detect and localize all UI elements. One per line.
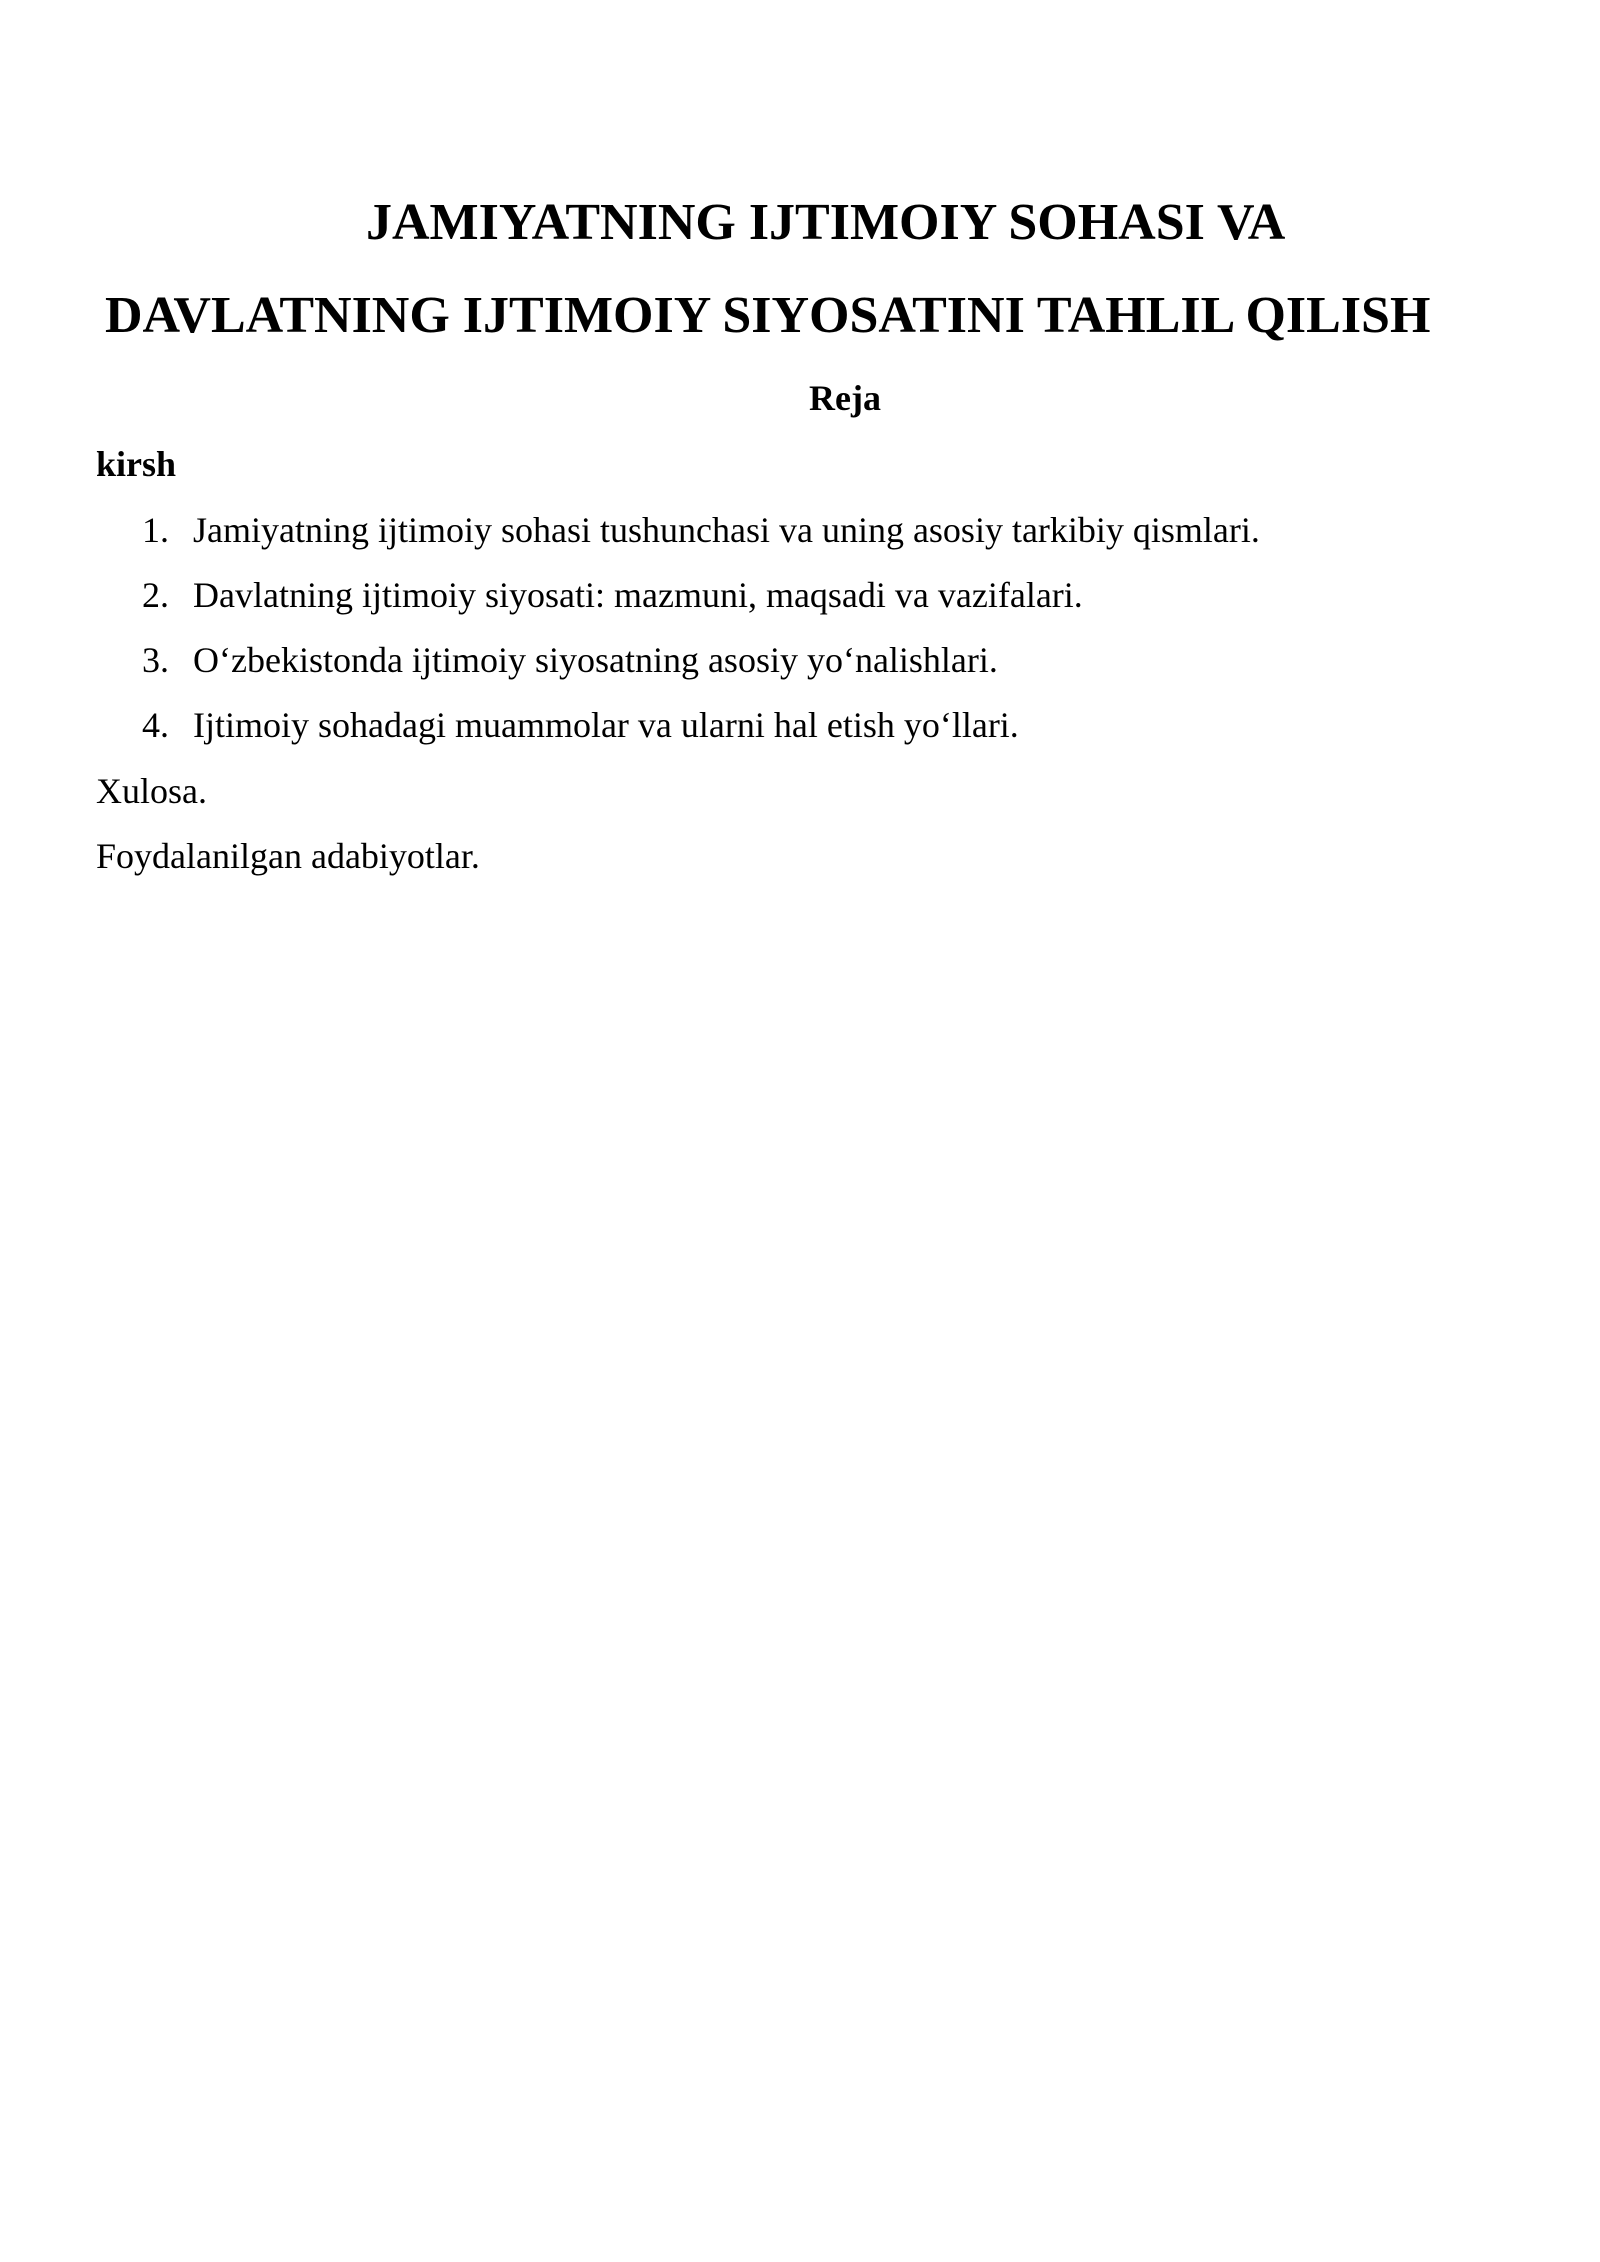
plan-item-number: 4.: [142, 705, 169, 745]
plan-item-text: Jamiyatning ijtimoiy sohasi tushunchasi va uning asosiy tarkibiy qismlari.: [193, 510, 1260, 550]
document-title-line-1: JAMIYATNING IJTIMOIY SOHASI VA: [366, 194, 1286, 251]
plan-item-number: 2.: [142, 575, 169, 615]
references-heading: Foydalanilgan adabiyotlar.: [96, 836, 480, 876]
conclusion-heading: Xulosa.: [96, 771, 207, 811]
document-title-line-2: DAVLATNING IJTIMOIY SIYOSATINI TAHLIL QILISH: [105, 287, 1431, 344]
introduction-heading: kirsh: [96, 444, 177, 484]
plan-item-number: 1.: [142, 510, 169, 550]
plan-item-number: 3.: [142, 640, 169, 680]
plan-item-text: Ijtimoiy sohadagi muammolar va ularni hal etish yo‘llari.: [193, 705, 1019, 745]
plan-item-text: O‘zbekistonda ijtimoiy siyosatning asosiy yo‘nalishlari.: [193, 640, 998, 680]
plan-heading: Reja: [809, 378, 881, 418]
plan-item-text: Davlatning ijtimoiy siyosati: mazmuni, maqsadi va vazifalari.: [193, 575, 1083, 615]
